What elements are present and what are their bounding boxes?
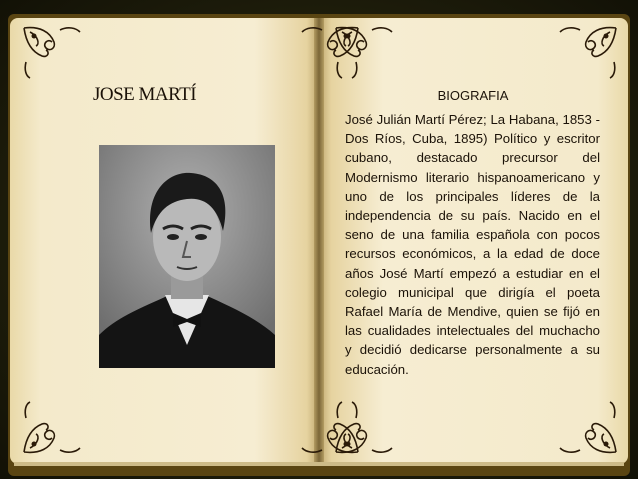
portrait-photo [99, 145, 275, 368]
ornament-icon [20, 22, 84, 80]
ornament-icon [556, 22, 620, 80]
ornament-icon [332, 22, 396, 80]
ornament-icon [556, 400, 620, 458]
biography-text: José Julián Martí Pérez; La Habana, 1853 - Dos Ríos, Cuba, 1895) Político y escritor cubano, destacado precursor del Modernismo literario hispanoamericano y uno de los principales líderes de la independencia de su país. Nacido en el seno de una familia española con pocos recursos económicos, a la edad de doce años José Martí empezó a estudiar en el colegio municipal que dirigía el poeta Rafael María de Mendive, quien se fijó en las cualidades intelectuales del muchacho y decidió dedicarse personalmente a su educación. [345, 112, 600, 377]
ornament-icon [20, 400, 84, 458]
book-spine [314, 18, 324, 464]
ornament-icon [332, 400, 396, 458]
page-edges [14, 462, 624, 466]
section-heading: BIOGRAFIA [437, 88, 509, 103]
page-title: JOSE MARTÍ [93, 84, 197, 105]
